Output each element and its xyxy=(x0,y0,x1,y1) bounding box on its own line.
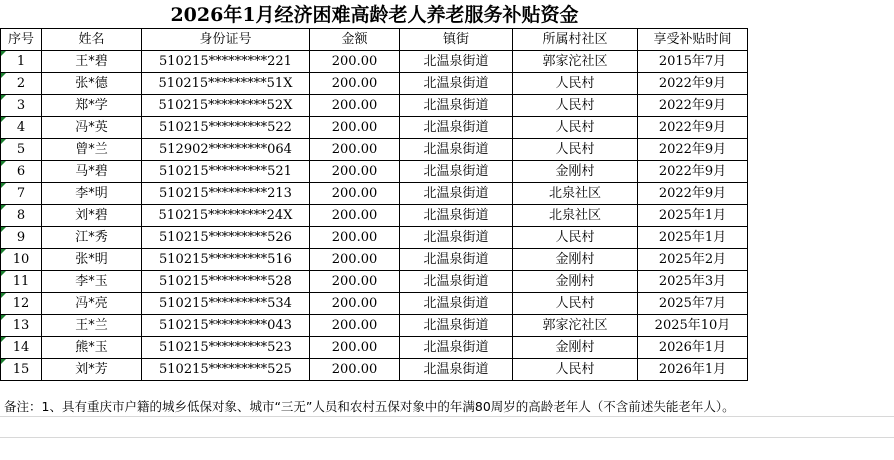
cell-time[interactable]: 2025年10月 xyxy=(638,315,748,337)
cell-street[interactable]: 北温泉街道 xyxy=(400,139,513,161)
cell-street[interactable]: 北温泉街道 xyxy=(400,293,513,315)
cell-amount[interactable]: 200.00 xyxy=(310,315,400,337)
cell-name[interactable]: 刘*芳 xyxy=(42,359,142,381)
empty-gridline xyxy=(0,437,894,438)
cell-id[interactable]: 510215*********043 xyxy=(142,315,310,337)
cell-id[interactable]: 510215*********52X xyxy=(142,95,310,117)
cell-time[interactable]: 2026年1月 xyxy=(638,359,748,381)
cell-community[interactable]: 人民村 xyxy=(513,293,638,315)
table-row xyxy=(1,205,748,227)
cell-street[interactable]: 北温泉街道 xyxy=(400,117,513,139)
cell-street[interactable]: 北温泉街道 xyxy=(400,227,513,249)
cell-name[interactable]: 熊*玉 xyxy=(42,337,142,359)
cell-community[interactable]: 郭家沱社区 xyxy=(513,315,638,337)
cell-id[interactable]: 510215*********528 xyxy=(142,271,310,293)
cell-name[interactable]: 张*德 xyxy=(42,73,142,95)
header-id[interactable]: 身份证号 xyxy=(142,29,310,51)
table-row xyxy=(1,183,748,205)
cell-time[interactable]: 2025年7月 xyxy=(638,293,748,315)
cell-seq[interactable]: 9 xyxy=(1,227,42,249)
cell-time[interactable]: 2022年9月 xyxy=(638,161,748,183)
cell-amount[interactable]: 200.00 xyxy=(310,117,400,139)
cell-seq[interactable]: 4 xyxy=(1,117,42,139)
cell-community[interactable]: 人民村 xyxy=(513,117,638,139)
cell-seq[interactable]: 13 xyxy=(1,315,42,337)
cell-name[interactable]: 王*碧 xyxy=(42,51,142,73)
cell-street[interactable]: 北温泉街道 xyxy=(400,183,513,205)
cell-community[interactable]: 北泉社区 xyxy=(513,205,638,227)
table-row xyxy=(1,227,748,249)
header-community[interactable]: 所属村社区 xyxy=(513,29,638,51)
cell-street[interactable]: 北温泉街道 xyxy=(400,161,513,183)
header-row xyxy=(1,29,748,51)
cell-name[interactable]: 冯*英 xyxy=(42,117,142,139)
cell-time[interactable]: 2025年1月 xyxy=(638,205,748,227)
cell-name[interactable]: 李*玉 xyxy=(42,271,142,293)
cell-time[interactable]: 2015年7月 xyxy=(638,51,748,73)
cell-time[interactable]: 2025年3月 xyxy=(638,271,748,293)
cell-street[interactable]: 北温泉街道 xyxy=(400,337,513,359)
cell-id[interactable]: 510215*********213 xyxy=(142,183,310,205)
cell-time[interactable]: 2022年9月 xyxy=(638,139,748,161)
table-row xyxy=(1,139,748,161)
header-seq[interactable]: 序号 xyxy=(1,29,42,51)
cell-name[interactable]: 江*秀 xyxy=(42,227,142,249)
header-time[interactable]: 享受补贴时间 xyxy=(638,29,748,51)
cell-seq[interactable]: 3 xyxy=(1,95,42,117)
cell-amount[interactable]: 200.00 xyxy=(310,359,400,381)
cell-seq[interactable]: 2 xyxy=(1,73,42,95)
cell-id[interactable]: 510215*********24X xyxy=(142,205,310,227)
table-row xyxy=(1,271,748,293)
cell-amount[interactable]: 200.00 xyxy=(310,271,400,293)
cell-community[interactable]: 郭家沱社区 xyxy=(513,51,638,73)
cell-time[interactable]: 2022年9月 xyxy=(638,73,748,95)
cell-seq[interactable]: 1 xyxy=(1,51,42,73)
cell-community[interactable]: 人民村 xyxy=(513,227,638,249)
cell-name[interactable]: 李*明 xyxy=(42,183,142,205)
cell-time[interactable]: 2022年9月 xyxy=(638,117,748,139)
cell-name[interactable]: 马*碧 xyxy=(42,161,142,183)
cell-street[interactable]: 北温泉街道 xyxy=(400,315,513,337)
cell-amount[interactable]: 200.00 xyxy=(310,205,400,227)
cell-community[interactable]: 金刚村 xyxy=(513,337,638,359)
cell-name[interactable]: 王*兰 xyxy=(42,315,142,337)
cell-seq[interactable]: 12 xyxy=(1,293,42,315)
cell-street[interactable]: 北温泉街道 xyxy=(400,95,513,117)
cell-seq[interactable]: 15 xyxy=(1,359,42,381)
cell-seq[interactable]: 11 xyxy=(1,271,42,293)
cell-amount[interactable]: 200.00 xyxy=(310,183,400,205)
cell-community[interactable]: 人民村 xyxy=(513,359,638,381)
cell-id[interactable]: 510215*********534 xyxy=(142,293,310,315)
cell-id[interactable]: 510215*********526 xyxy=(142,227,310,249)
header-amount[interactable]: 金额 xyxy=(310,29,400,51)
cell-street[interactable]: 北温泉街道 xyxy=(400,205,513,227)
table-row xyxy=(1,51,748,73)
cell-seq[interactable]: 5 xyxy=(1,139,42,161)
subsidy-table xyxy=(0,28,748,381)
cell-amount[interactable]: 200.00 xyxy=(310,73,400,95)
cell-amount[interactable]: 200.00 xyxy=(310,293,400,315)
table-row xyxy=(1,359,748,381)
cell-name[interactable]: 郑*学 xyxy=(42,95,142,117)
cell-community[interactable]: 人民村 xyxy=(513,73,638,95)
table-row xyxy=(1,117,748,139)
table-row xyxy=(1,161,748,183)
cell-id[interactable]: 510215*********525 xyxy=(142,359,310,381)
cell-street[interactable]: 北温泉街道 xyxy=(400,359,513,381)
cell-street[interactable]: 北温泉街道 xyxy=(400,249,513,271)
cell-time[interactable]: 2022年9月 xyxy=(638,183,748,205)
table-row xyxy=(1,293,748,315)
sheet-title: 2026年1月经济困难高龄老人养老服务补贴资金 xyxy=(170,4,579,26)
cell-id[interactable]: 510215*********51X xyxy=(142,73,310,95)
cell-community[interactable]: 人民村 xyxy=(513,139,638,161)
cell-time[interactable]: 2025年2月 xyxy=(638,249,748,271)
cell-name[interactable]: 张*明 xyxy=(42,249,142,271)
cell-street[interactable]: 北温泉街道 xyxy=(400,271,513,293)
cell-community[interactable]: 北泉社区 xyxy=(513,183,638,205)
cell-amount[interactable]: 200.00 xyxy=(310,337,400,359)
table-row xyxy=(1,73,748,95)
empty-gridline xyxy=(0,416,894,417)
cell-time[interactable]: 2026年1月 xyxy=(638,337,748,359)
cell-id[interactable]: 510215*********523 xyxy=(142,337,310,359)
cell-time[interactable]: 2025年1月 xyxy=(638,227,748,249)
cell-id[interactable]: 510215*********516 xyxy=(142,249,310,271)
table-row xyxy=(1,337,748,359)
cell-amount[interactable]: 200.00 xyxy=(310,139,400,161)
cell-seq[interactable]: 8 xyxy=(1,205,42,227)
cell-id[interactable]: 510215*********522 xyxy=(142,117,310,139)
cell-id[interactable]: 512902*********064 xyxy=(142,139,310,161)
cell-street[interactable]: 北温泉街道 xyxy=(400,51,513,73)
cell-seq[interactable]: 14 xyxy=(1,337,42,359)
cell-community[interactable]: 人民村 xyxy=(513,95,638,117)
cell-time[interactable]: 2022年9月 xyxy=(638,95,748,117)
footnote: 备注：1、具有重庆市户籍的城乡低保对象、城市“三无”人员和农村五保对象中的年满80周岁的高龄老年人（不含前述失能老年人）。 xyxy=(4,399,735,414)
cell-name[interactable]: 曾*兰 xyxy=(42,139,142,161)
header-name[interactable]: 姓名 xyxy=(42,29,142,51)
cell-amount[interactable]: 200.00 xyxy=(310,95,400,117)
cell-amount[interactable]: 200.00 xyxy=(310,249,400,271)
cell-seq[interactable]: 7 xyxy=(1,183,42,205)
table-row xyxy=(1,95,748,117)
table-row xyxy=(1,315,748,337)
cell-community[interactable]: 金刚村 xyxy=(513,249,638,271)
cell-id[interactable]: 510215*********221 xyxy=(142,51,310,73)
cell-name[interactable]: 刘*碧 xyxy=(42,205,142,227)
cell-seq[interactable]: 6 xyxy=(1,161,42,183)
cell-community[interactable]: 金刚村 xyxy=(513,161,638,183)
cell-amount[interactable]: 200.00 xyxy=(310,227,400,249)
header-street[interactable]: 镇街 xyxy=(400,29,513,51)
cell-seq[interactable]: 10 xyxy=(1,249,42,271)
cell-name[interactable]: 冯*亮 xyxy=(42,293,142,315)
cell-amount[interactable]: 200.00 xyxy=(310,51,400,73)
cell-amount[interactable]: 200.00 xyxy=(310,161,400,183)
cell-street[interactable]: 北温泉街道 xyxy=(400,73,513,95)
table-row xyxy=(1,249,748,271)
cell-community[interactable]: 金刚村 xyxy=(513,271,638,293)
cell-id[interactable]: 510215*********521 xyxy=(142,161,310,183)
